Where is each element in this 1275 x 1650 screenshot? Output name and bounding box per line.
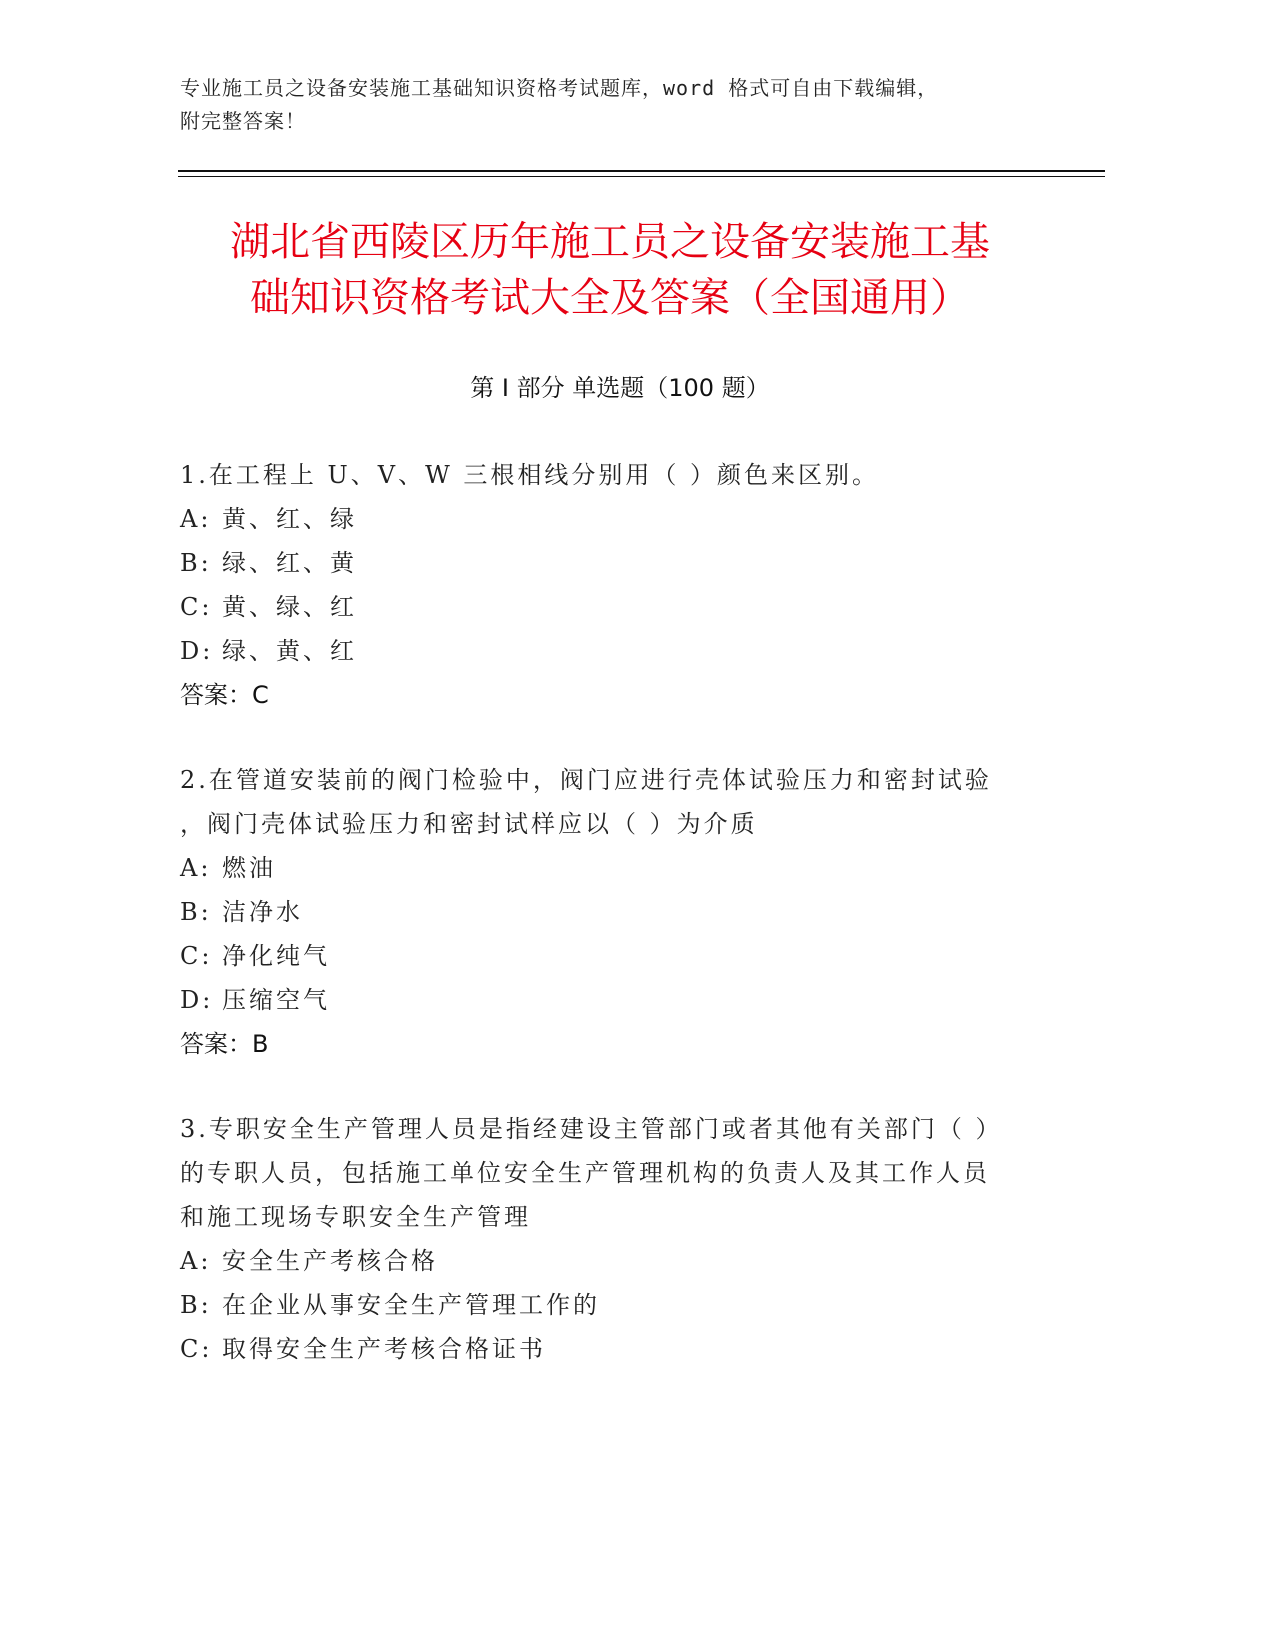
- option-letter: A:: [180, 854, 212, 882]
- option-d: [180, 629, 1040, 673]
- option-text: 在企业从事安全生产管理工作的: [222, 1291, 600, 1319]
- question-stem-line-2: 的专职人员，包括施工单位安全生产管理机构的负责人及其工作人员: [180, 1159, 990, 1187]
- option-text: 绿、红、黄: [222, 549, 357, 577]
- question-2: [180, 758, 1040, 1066]
- header-note-line-1: 专业施工员之设备安装施工基础知识资格考试题库，word 格式可自由下载编辑，: [180, 76, 939, 100]
- option-a: [180, 1239, 1040, 1283]
- section-heading: 第 I 部分 单选题（100 题）: [470, 374, 770, 402]
- option-c: [180, 1327, 1040, 1371]
- option-text: 净化纯气: [222, 942, 330, 970]
- option-letter: D:: [180, 986, 214, 1014]
- option-letter: C:: [180, 593, 213, 621]
- question-stem-line-3: 和施工现场专职安全生产管理: [180, 1203, 531, 1231]
- answer-label: 答案：C: [180, 681, 269, 709]
- question-stem-line-1: 3.专职安全生产管理人员是指经建设主管部门或者其他有关部门（ ）: [180, 1115, 1003, 1143]
- answer-label: 答案：B: [180, 1030, 269, 1058]
- header-divider-thick: [178, 170, 1105, 172]
- option-text: 取得安全生产考核合格证书: [222, 1335, 546, 1363]
- option-a: [180, 846, 1040, 890]
- question-3: [180, 1107, 1040, 1371]
- option-c: [180, 934, 1040, 978]
- option-b: [180, 890, 1040, 934]
- option-d: [180, 978, 1040, 1022]
- option-letter: C:: [180, 1335, 213, 1363]
- header-note: [180, 72, 1040, 138]
- option-text: 黄、红、绿: [222, 505, 357, 533]
- question-stem-line-2: ，阀门壳体试验压力和密封试样应以（ ）为介质: [180, 810, 758, 838]
- question-1: [180, 453, 1040, 717]
- option-c: [180, 585, 1040, 629]
- option-letter: D:: [180, 637, 214, 665]
- question-stem: 1.在工程上 U、V、W 三根相线分别用（ ）颜色来区别。: [180, 461, 880, 489]
- option-letter: A:: [180, 1247, 212, 1275]
- document-title-line-1: 湖北省西陵区历年施工员之设备安装施工基: [230, 219, 990, 265]
- option-text: 压缩空气: [222, 986, 330, 1014]
- option-letter: C:: [180, 942, 213, 970]
- option-letter: B:: [180, 549, 212, 577]
- option-a: [180, 497, 1040, 541]
- option-b: [180, 1283, 1040, 1327]
- header-note-line-2: 附完整答案！: [180, 109, 306, 133]
- option-text: 燃油: [222, 854, 276, 882]
- option-text: 安全生产考核合格: [222, 1247, 438, 1275]
- header-divider-thin: [178, 176, 1105, 177]
- option-b: [180, 541, 1040, 585]
- question-stem-line-1: 2.在管道安装前的阀门检验中，阀门应进行壳体试验压力和密封试验: [180, 766, 992, 794]
- option-text: 黄、绿、红: [222, 593, 357, 621]
- document-title: [180, 214, 1040, 326]
- option-letter: B:: [180, 898, 212, 926]
- option-letter: A:: [180, 505, 212, 533]
- option-text: 绿、黄、红: [222, 637, 357, 665]
- option-letter: B:: [180, 1291, 212, 1319]
- option-text: 洁净水: [222, 898, 303, 926]
- document-title-line-2: 础知识资格考试大全及答案（全国通用）: [250, 275, 970, 321]
